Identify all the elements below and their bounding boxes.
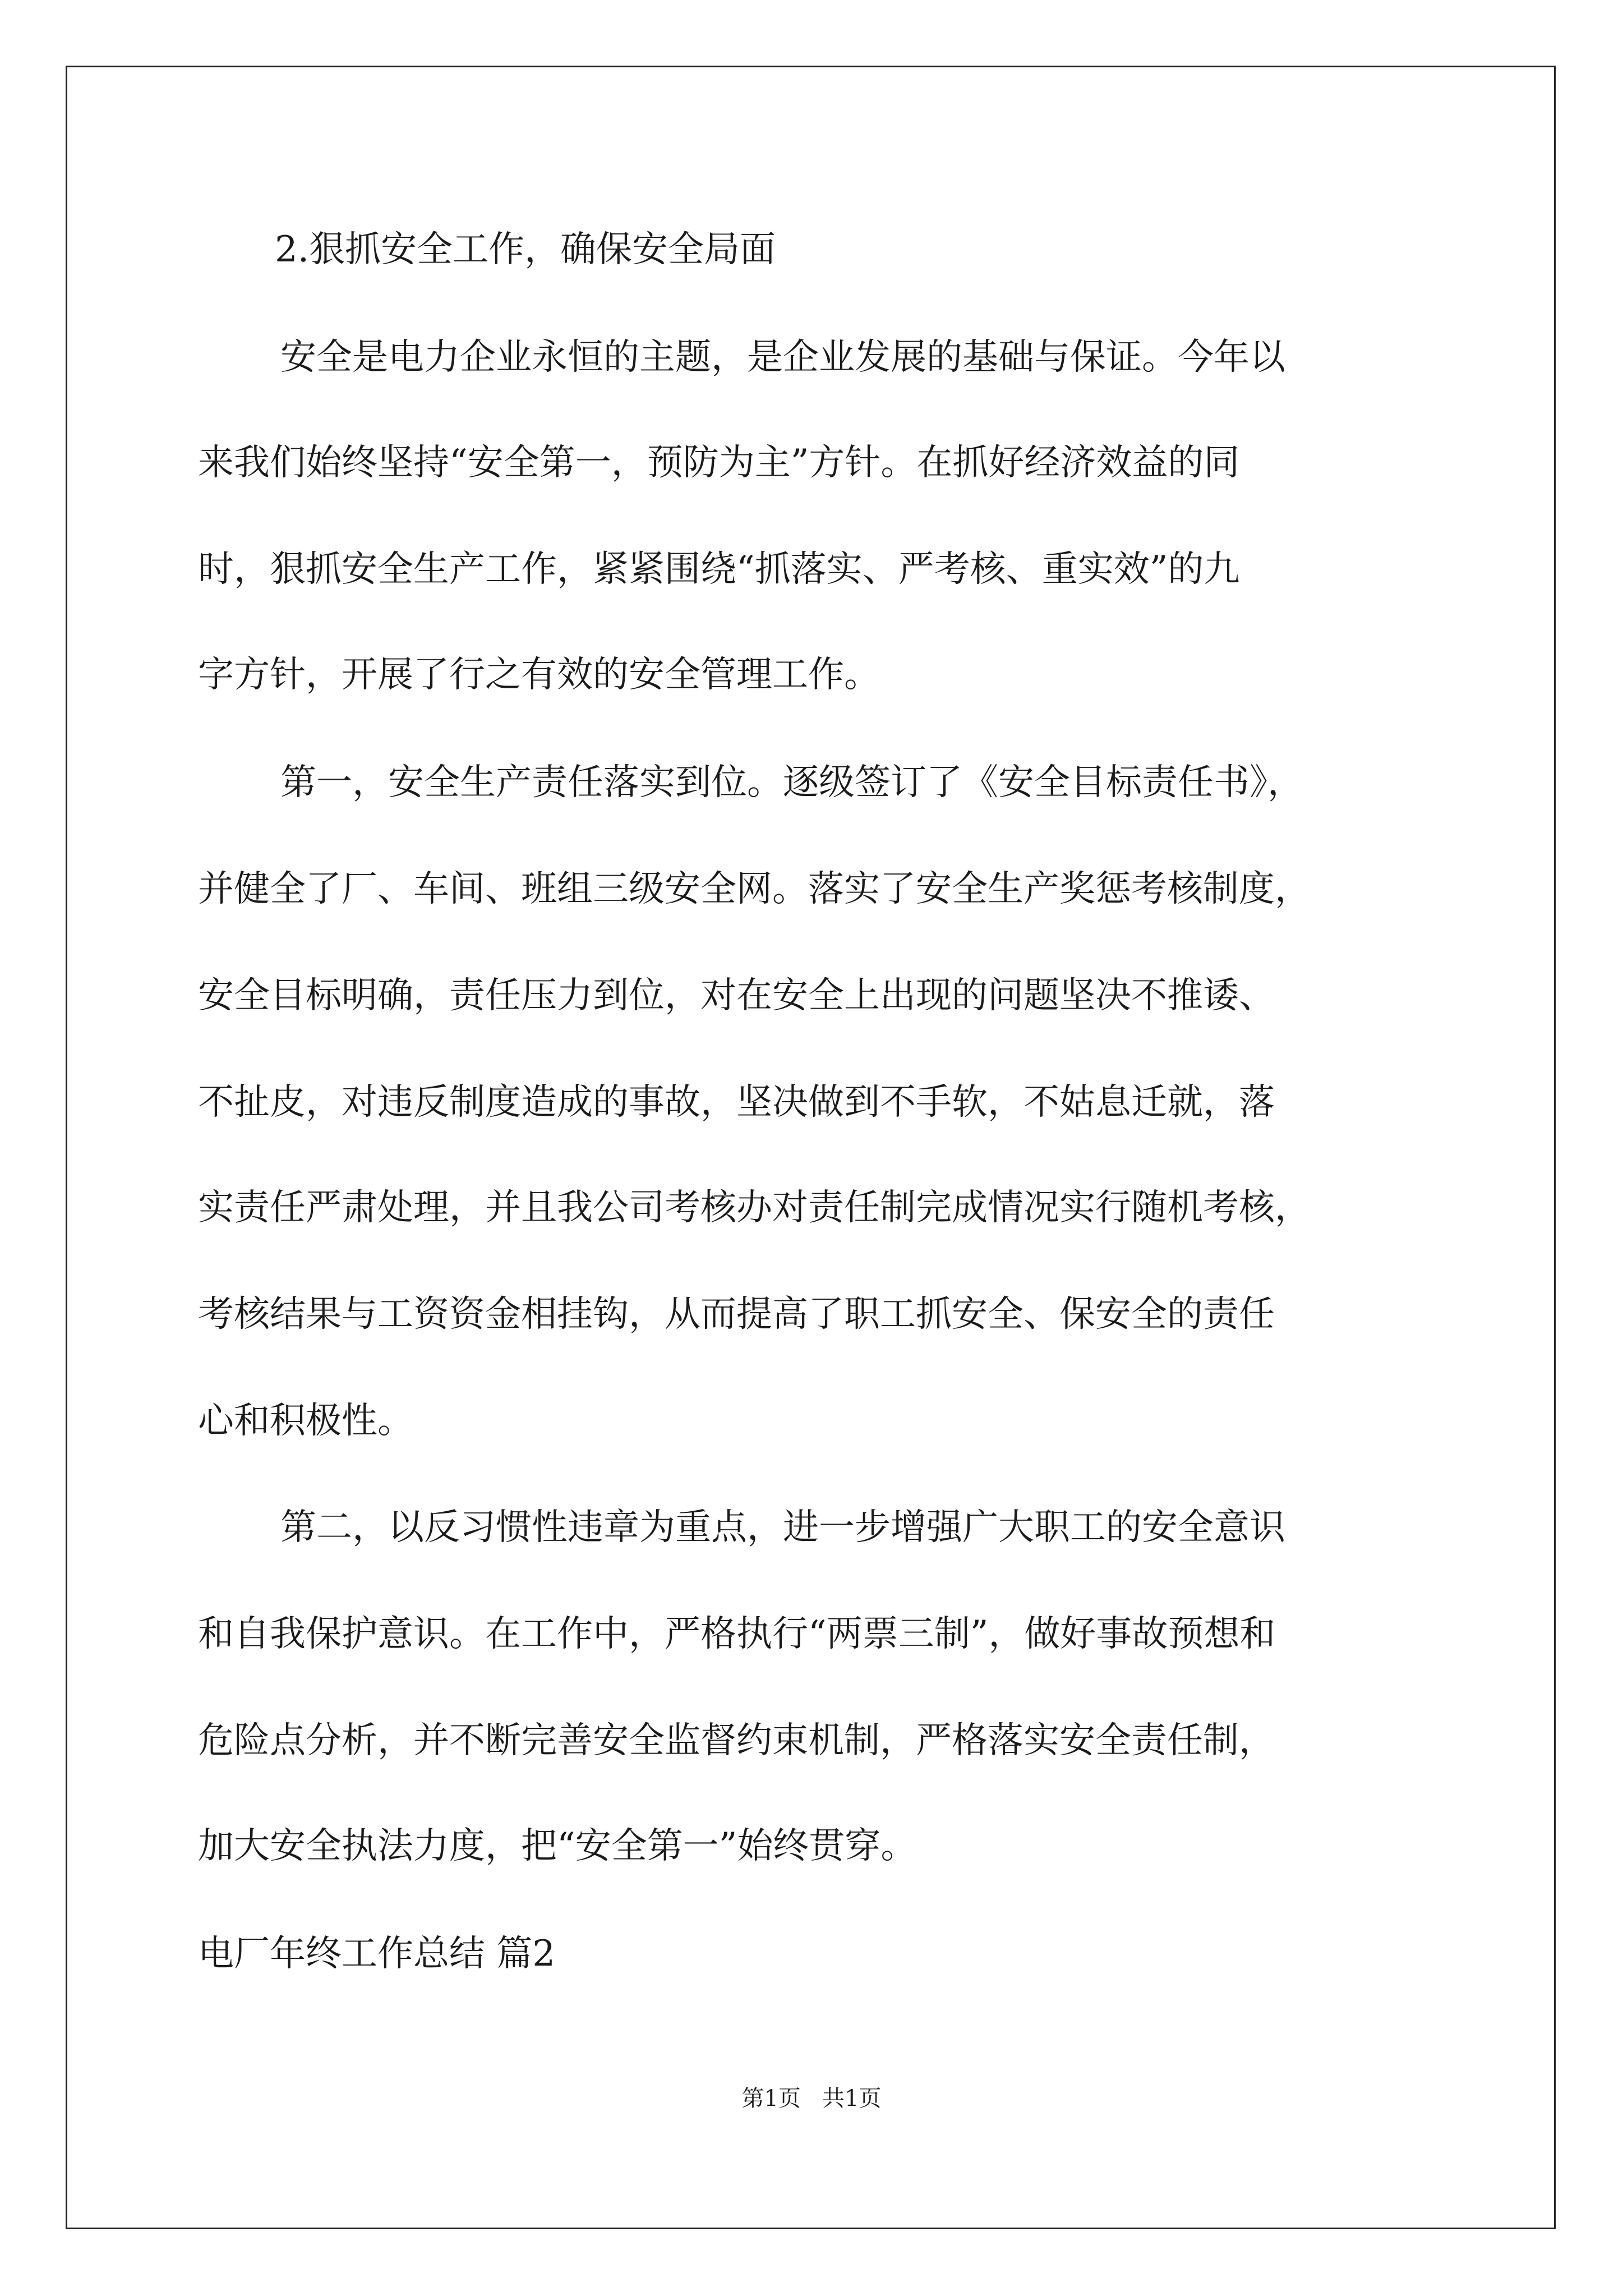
paragraph-line: 实责任严肃处理，并且我公司考核办对责任制完成情况实行随机考核， (198, 1187, 1311, 1228)
page-footer: 第1页 共1页 (741, 2086, 882, 2111)
paragraph-line: 不扯皮，对违反制度造成的事故，坚决做到不手软，不姑息迁就，落 (198, 1082, 1275, 1123)
paragraph-line: 第二，以反习惯性违章为重点，进一步增强广大职工的安全意识 (280, 1507, 1285, 1548)
paragraph-line: 字方针，开展了行之有效的安全管理工作。 (198, 654, 880, 696)
paragraph-line: 并健全了厂、车间、班组三级安全网。落实了安全生产奖惩考核制度， (198, 868, 1311, 910)
paragraph-line: 来我们始终坚持“安全第一，预防为主”方针。在抓好经济效益的同 (198, 442, 1240, 484)
paragraph-line: 第一，安全生产责任落实到位。逐级签订了《安全目标责任书》， (280, 762, 1303, 803)
paragraph-line: 心和积极性。 (198, 1400, 413, 1442)
closing-title: 电厂年终工作总结 篇2 (198, 1933, 556, 1975)
paragraph-line: 时，狠抓安全生产工作，紧紧围绕“抓落实、严考核、重实效”的九 (198, 549, 1240, 590)
paragraph-line: 考核结果与工资资金相挂钩，从而提高了职工抓安全、保安全的责任 (198, 1294, 1275, 1335)
paragraph-line: 危险点分析，并不断完善安全监督约束机制，严格落实安全责任制， (198, 1720, 1275, 1761)
paragraph-line: 安全目标明确，责任压力到位，对在安全上出现的问题坚决不推诿、 (198, 975, 1275, 1016)
section-heading: 2.狠抓安全工作，确保安全局面 (275, 229, 776, 270)
page-border (66, 66, 1556, 2229)
paragraph-line: 安全是电力企业永恒的主题，是企业发展的基础与保证。今年以 (280, 337, 1285, 378)
paragraph-line: 和自我保护意识。在工作中，严格执行“两票三制”，做好事故预想和 (198, 1613, 1276, 1655)
paragraph-line: 加大安全执法力度，把“安全第一”始终贯穿。 (198, 1825, 917, 1867)
